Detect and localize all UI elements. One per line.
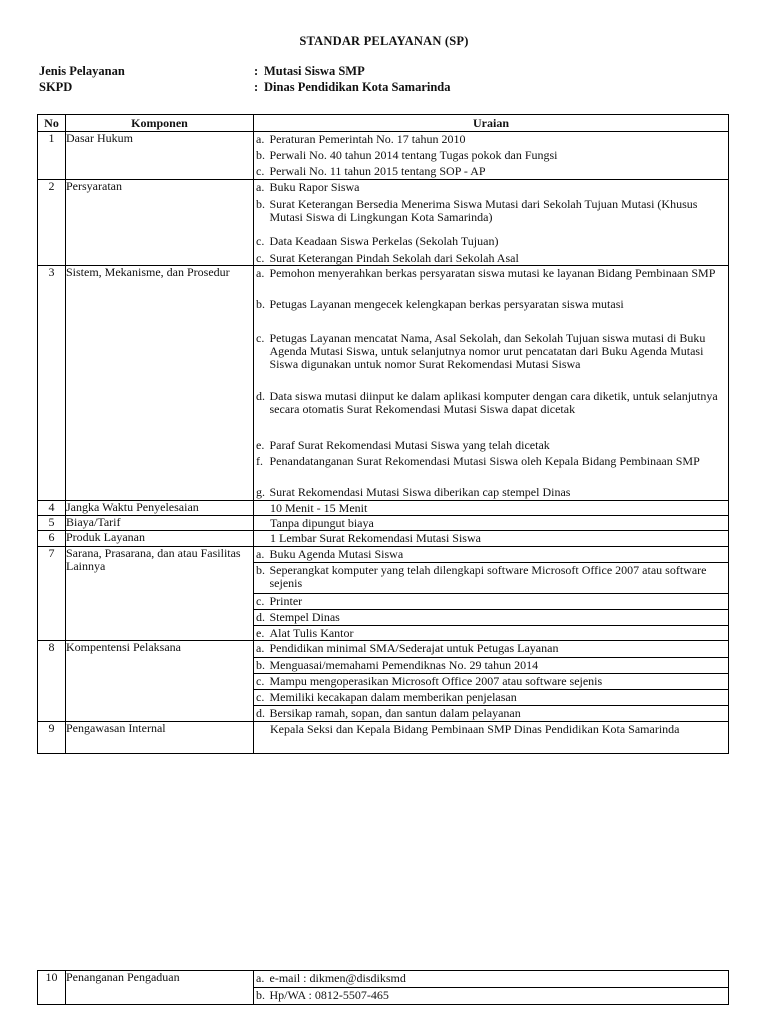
- item-text: Alat Tulis Kantor: [268, 626, 729, 641]
- row-komponen: Persyaratan: [66, 180, 254, 266]
- table-row: [38, 641, 729, 658]
- meta-value: Mutasi Siswa SMP: [264, 64, 365, 78]
- item-letter: a.: [254, 547, 268, 563]
- item-letter: b.: [254, 148, 268, 164]
- item-letter: c.: [254, 331, 268, 389]
- item-text: Menguasai/memahami Pemendiknas No. 29 tahun 2014: [268, 658, 729, 674]
- meta-label: Jenis Pelayanan: [39, 64, 125, 78]
- row-number: 7: [38, 547, 66, 641]
- row-number: 8: [38, 641, 66, 722]
- item-letter: c.: [254, 231, 268, 249]
- item-letter: g.: [254, 485, 268, 501]
- meta-separator: :: [254, 80, 259, 94]
- item-letter: b.: [254, 658, 268, 674]
- item-text: Surat Keterangan Bersedia Menerima Siswa Mutasi dari Sekolah Tujuan Mutasi (Khusus Mutasi Siswa di Lingkungan Kota Samarinda): [268, 197, 729, 231]
- item-letter: e.: [254, 438, 268, 454]
- item-letter: f.: [254, 454, 268, 485]
- table-row: [38, 266, 729, 297]
- row-number: 1: [38, 132, 66, 180]
- row-number: 2: [38, 180, 66, 266]
- item-letter: b.: [254, 297, 268, 331]
- row-number: 4: [38, 501, 66, 516]
- row-number: 3: [38, 266, 66, 501]
- item-text: e-mail : dikmen@disdiksmd: [268, 971, 729, 988]
- table-row: [38, 516, 729, 531]
- item-letter: c.: [254, 690, 268, 706]
- item-letter: c.: [254, 594, 268, 610]
- table-header-row: [38, 115, 729, 132]
- item-text: Seperangkat komputer yang telah dilengkapi software Microsoft Office 2007 atau software sejenis: [268, 563, 729, 594]
- item-letter: a.: [254, 971, 268, 988]
- table-row: [38, 531, 729, 547]
- item-letter: b.: [254, 197, 268, 231]
- item-letter: c.: [254, 674, 268, 690]
- item-text: Pendidikan minimal SMA/Sederajat untuk Petugas Layanan: [268, 641, 729, 658]
- row-komponen: Kompentensi Pelaksana: [66, 641, 254, 722]
- item-letter: d.: [254, 389, 268, 438]
- row-komponen: Produk Layanan: [66, 531, 254, 547]
- row-number: 6: [38, 531, 66, 547]
- row-uraian: Tanpa dipungut biaya: [254, 516, 729, 531]
- table-row: [38, 547, 729, 563]
- item-text: Printer: [268, 594, 729, 610]
- header-no: No: [38, 115, 66, 132]
- item-letter: a.: [254, 641, 268, 658]
- row-number: 10: [38, 971, 66, 1005]
- standar-pelayanan-table: [37, 114, 729, 754]
- header-komponen: Komponen: [66, 115, 254, 132]
- item-text: Memiliki kecakapan dalam memberikan penjelasan: [268, 690, 729, 706]
- document-title: STANDAR PELAYANAN (SP): [299, 34, 469, 48]
- row-komponen: Sistem, Mekanisme, dan Prosedur: [66, 266, 254, 501]
- standar-pelayanan-table-continued: [37, 970, 729, 1005]
- row-number: 9: [38, 722, 66, 754]
- item-text: Petugas Layanan mencatat Nama, Asal Sekolah, dan Sekolah Tujuan siswa mutasi di Buku Agenda Mutasi Siswa, untuk selanjutnya nomor urut pencatatan dari Buku Agenda Mutasi Siswa digunakan untuk nomor Surat Rekomendasi Mutasi Siswa: [268, 331, 729, 389]
- item-text: Surat Keterangan Pindah Sekolah dari Sekolah Asal: [268, 249, 729, 266]
- item-text: Surat Rekomendasi Mutasi Siswa diberikan cap stempel Dinas: [268, 485, 729, 501]
- meta-label: SKPD: [39, 80, 73, 94]
- item-letter: a.: [254, 132, 268, 148]
- item-letter: c.: [254, 249, 268, 266]
- item-text: Stempel Dinas: [268, 610, 729, 626]
- item-text: Bersikap ramah, sopan, dan santun dalam pelayanan: [268, 706, 729, 722]
- item-text: Mampu mengoperasikan Microsoft Office 2007 atau software sejenis: [268, 674, 729, 690]
- row-number: 5: [38, 516, 66, 531]
- item-letter: c.: [254, 164, 268, 180]
- item-text: Buku Agenda Mutasi Siswa: [268, 547, 729, 563]
- item-text: Penandatanganan Surat Rekomendasi Mutasi Siswa oleh Kepala Bidang Pembinaan SMP: [268, 454, 729, 485]
- item-text: Buku Rapor Siswa: [268, 180, 729, 197]
- row-uraian: Kepala Seksi dan Kepala Bidang Pembinaan SMP Dinas Pendidikan Kota Samarinda: [254, 722, 729, 754]
- table-row: [38, 722, 729, 754]
- row-komponen: Penanganan Pengaduan: [66, 971, 254, 1005]
- row-uraian: 1 Lembar Surat Rekomendasi Mutasi Siswa: [254, 531, 729, 547]
- item-text: Peraturan Pemerintah No. 17 tahun 2010: [268, 132, 729, 148]
- item-letter: a.: [254, 266, 268, 297]
- item-letter: b.: [254, 563, 268, 594]
- meta-value: Dinas Pendidikan Kota Samarinda: [264, 80, 451, 94]
- item-letter: a.: [254, 180, 268, 197]
- item-letter: d.: [254, 706, 268, 722]
- item-text: Petugas Layanan mengecek kelengkapan berkas persyaratan siswa mutasi: [268, 297, 729, 331]
- row-komponen: Jangka Waktu Penyelesaian: [66, 501, 254, 516]
- table-row: [38, 180, 729, 197]
- item-text: Perwali No. 11 tahun 2015 tentang SOP - AP: [268, 164, 729, 180]
- item-text: Perwali No. 40 tahun 2014 tentang Tugas pokok dan Fungsi: [268, 148, 729, 164]
- row-komponen: Biaya/Tarif: [66, 516, 254, 531]
- item-text: Data Keadaan Siswa Perkelas (Sekolah Tujuan): [268, 231, 729, 249]
- row-komponen: Pengawasan Internal: [66, 722, 254, 754]
- table-row: [38, 501, 729, 516]
- item-text: Data siswa mutasi diinput ke dalam aplikasi komputer dengan cara diketik, untuk selanjutnya secara otomatis Surat Rekomendasi Mutasi Siswa dapat dicetak: [268, 389, 729, 438]
- item-letter: d.: [254, 610, 268, 626]
- row-komponen: Dasar Hukum: [66, 132, 254, 180]
- item-letter: b.: [254, 988, 268, 1005]
- header-uraian: Uraian: [254, 115, 729, 132]
- row-komponen: Sarana, Prasarana, dan atau Fasilitas Lainnya: [66, 547, 254, 641]
- row-uraian: 10 Menit - 15 Menit: [254, 501, 729, 516]
- item-text: Hp/WA : 0812-5507-465: [268, 988, 729, 1005]
- table-row: [38, 132, 729, 148]
- table-row: [38, 971, 729, 988]
- meta-separator: :: [254, 64, 259, 78]
- item-text: Pemohon menyerahkan berkas persyaratan siswa mutasi ke layanan Bidang Pembinaan SMP: [268, 266, 729, 297]
- item-letter: e.: [254, 626, 268, 641]
- item-text: Paraf Surat Rekomendasi Mutasi Siswa yang telah dicetak: [268, 438, 729, 454]
